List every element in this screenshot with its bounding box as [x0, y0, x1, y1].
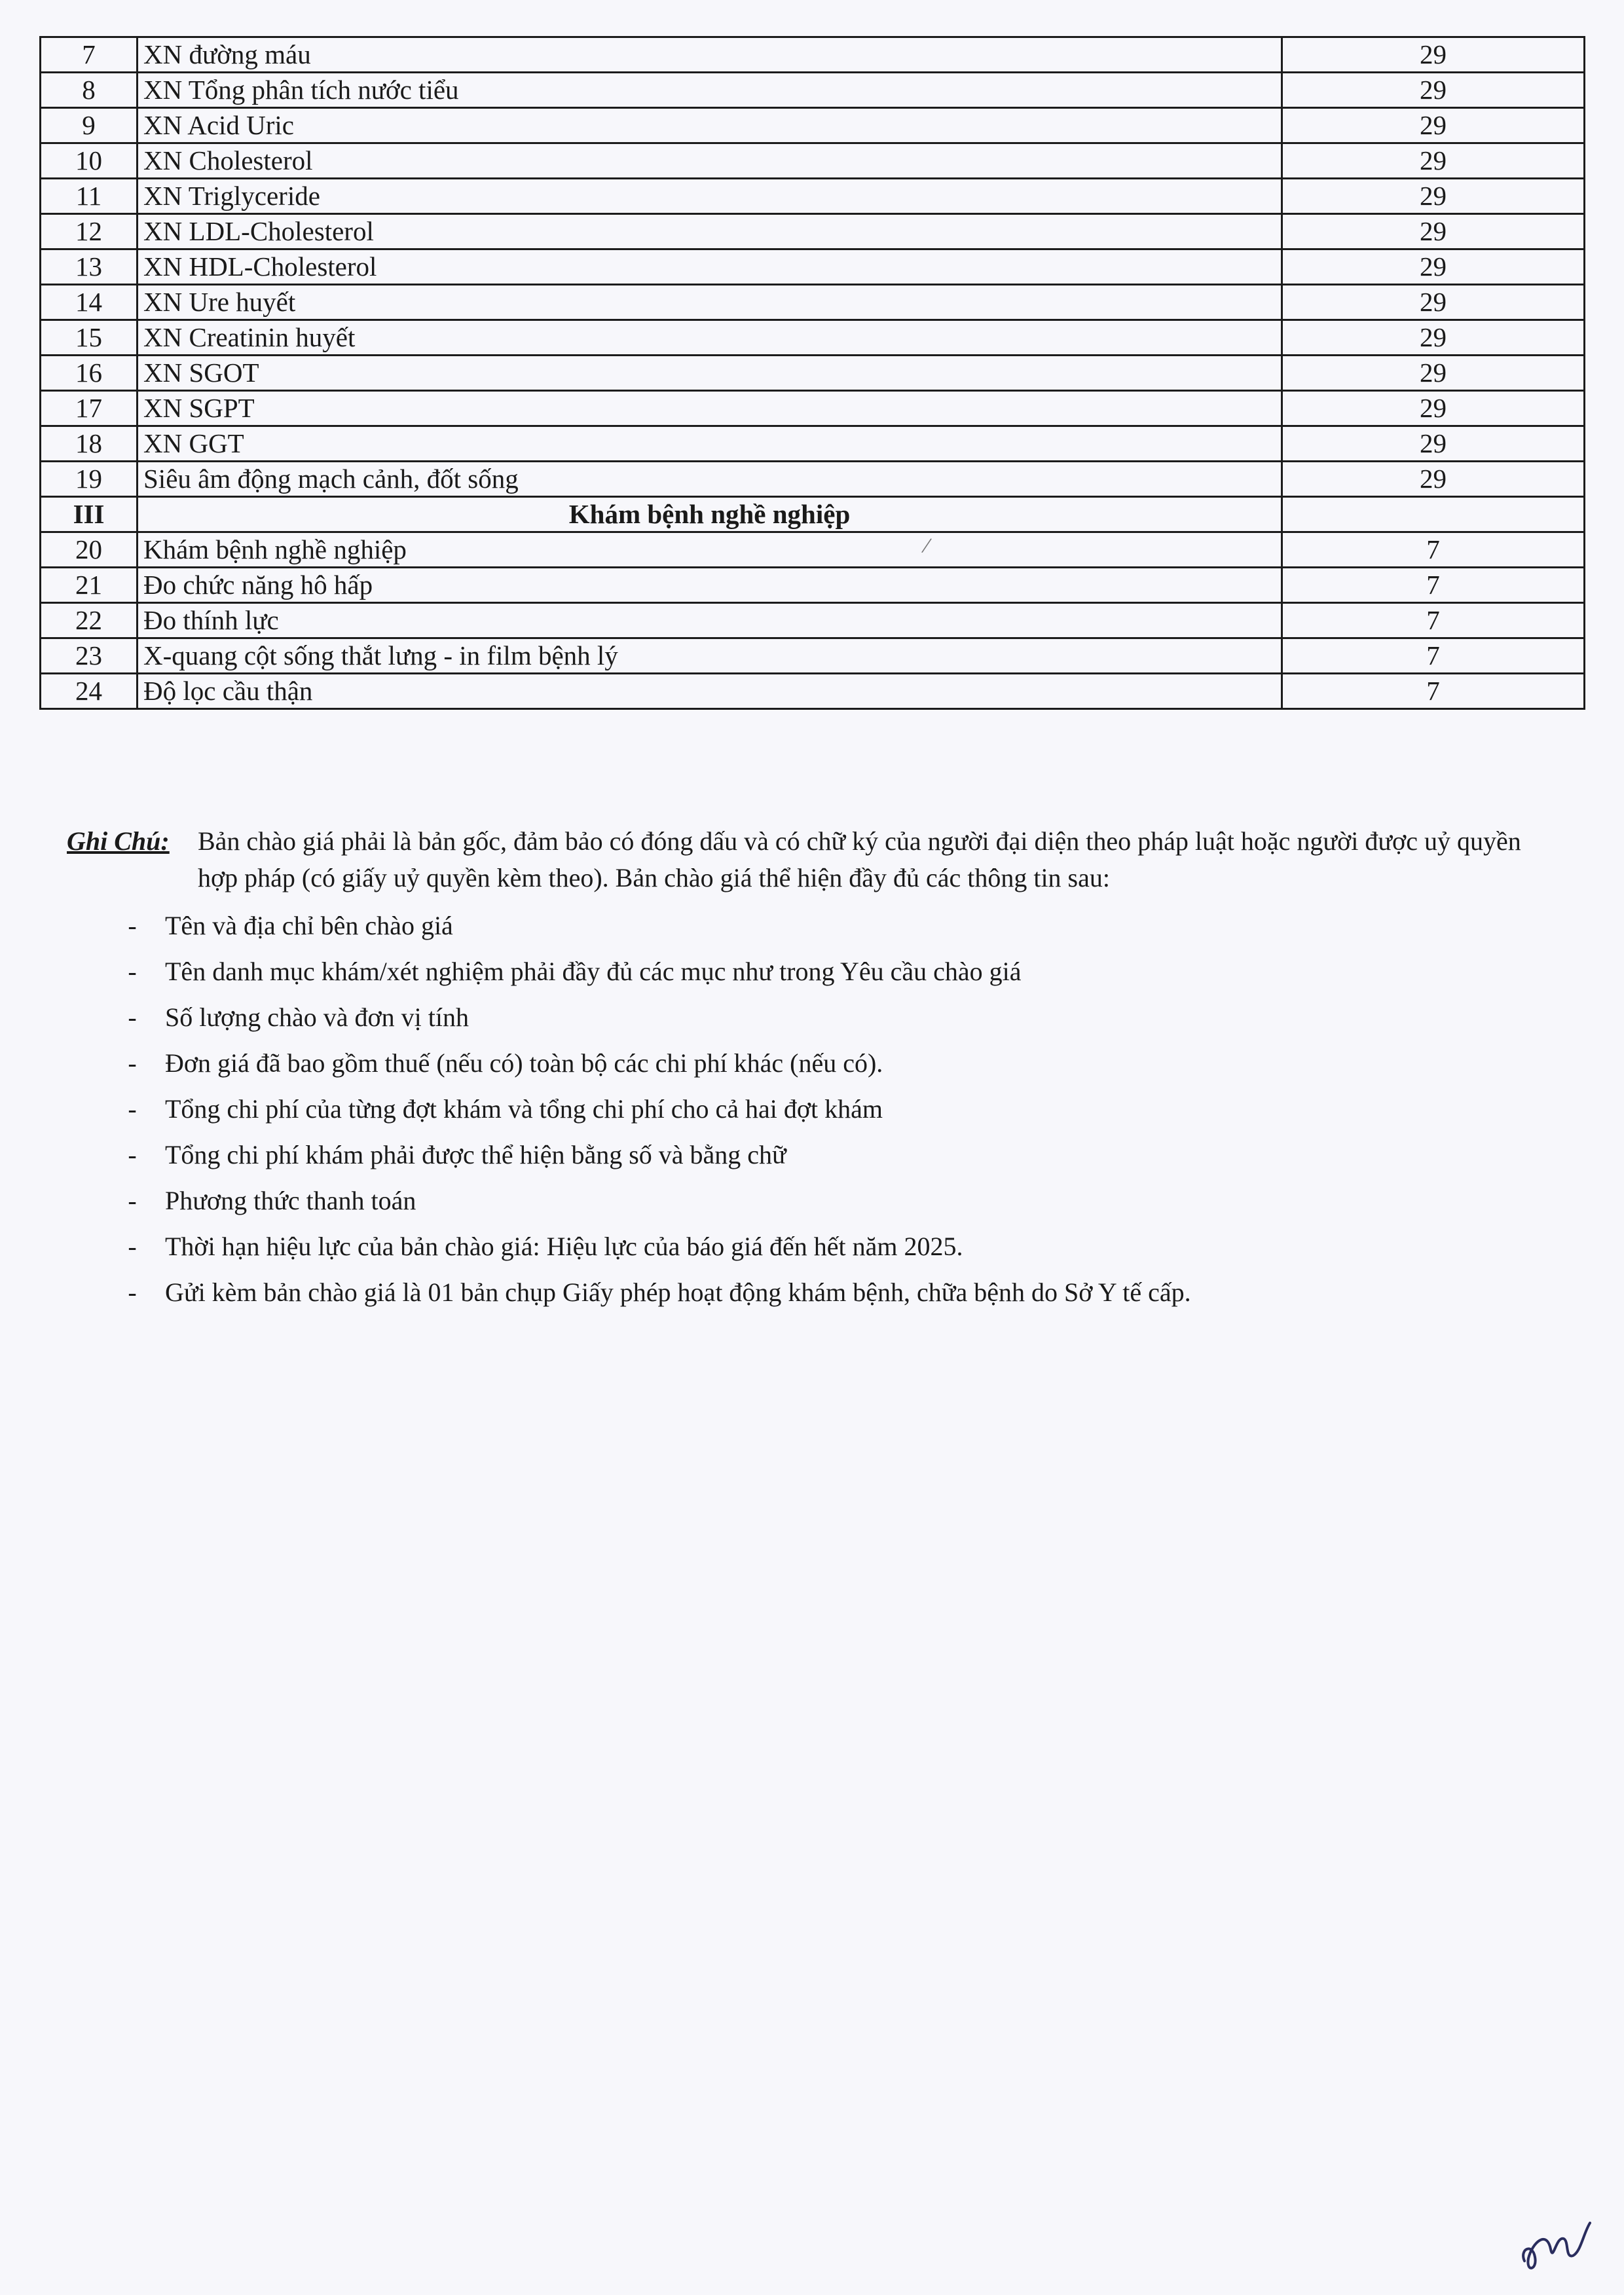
- table-row: [41, 426, 1585, 462]
- list-item: [67, 1086, 1566, 1132]
- list-item: [67, 1178, 1566, 1224]
- list-item-text: Số lượng chào và đơn vị tính: [165, 1002, 469, 1032]
- list-item: [67, 995, 1566, 1040]
- section-title: Khám bệnh nghề nghiệp: [138, 497, 1282, 532]
- service-name: Đo chức năng hô hấp: [138, 568, 1282, 603]
- row-number: 20: [41, 532, 138, 568]
- row-number: 23: [41, 638, 138, 674]
- service-name: Siêu âm động mạch cảnh, đốt sống: [138, 462, 1282, 497]
- row-number: 24: [41, 674, 138, 709]
- bullet-dash: -: [128, 1232, 137, 1261]
- quantity: 7: [1282, 603, 1585, 638]
- list-item-text: Phương thức thanh toán: [165, 1186, 416, 1215]
- row-number: 18: [41, 426, 138, 462]
- section-number: III: [41, 497, 138, 532]
- table-row: [41, 143, 1585, 179]
- quantity: 7: [1282, 532, 1585, 568]
- row-number: 17: [41, 391, 138, 426]
- service-name: XN Triglyceride: [138, 179, 1282, 214]
- row-number: 19: [41, 462, 138, 497]
- row-number: 9: [41, 108, 138, 143]
- list-item: [67, 1132, 1566, 1178]
- table-row: [41, 356, 1585, 391]
- section-empty-cell: [1282, 497, 1585, 532]
- table-row: [41, 320, 1585, 356]
- list-item-text: Gửi kèm bản chào giá là 01 bản chụp Giấy phép hoạt động khám bệnh, chữa bệnh do Sở Y tế cấp.: [165, 1277, 1191, 1307]
- list-item: [67, 949, 1566, 995]
- row-number: 14: [41, 285, 138, 320]
- list-item: [67, 1040, 1566, 1086]
- list-item-text: Đơn giá đã bao gồm thuế (nếu có) toàn bộ các chi phí khác (nếu có).: [165, 1048, 883, 1078]
- service-name: XN Cholesterol: [138, 143, 1282, 179]
- quantity: 29: [1282, 143, 1585, 179]
- quantity: 29: [1282, 462, 1585, 497]
- service-name: XN SGPT: [138, 391, 1282, 426]
- service-name: Khám bệnh nghề nghiệp: [138, 532, 1282, 568]
- bullet-dash: -: [128, 1140, 137, 1169]
- row-number: 10: [41, 143, 138, 179]
- row-number: 11: [41, 179, 138, 214]
- row-number: 8: [41, 73, 138, 108]
- service-name: XN Creatinin huyết: [138, 320, 1282, 356]
- table-row: [41, 391, 1585, 426]
- table-row: [41, 214, 1585, 249]
- service-name: XN Tổng phân tích nước tiểu: [138, 73, 1282, 108]
- quantity: 29: [1282, 285, 1585, 320]
- quantity: 29: [1282, 214, 1585, 249]
- bullet-dash: -: [128, 1002, 137, 1032]
- service-name: XN HDL-Cholesterol: [138, 249, 1282, 285]
- service-name: XN SGOT: [138, 356, 1282, 391]
- table-row: [41, 179, 1585, 214]
- bullet-dash: -: [128, 1094, 137, 1124]
- quantity: 29: [1282, 426, 1585, 462]
- list-item-text: Tên danh mục khám/xét nghiệm phải đầy đủ các mục như trong Yêu cầu chào giá: [165, 957, 1022, 986]
- quantity: 29: [1282, 179, 1585, 214]
- quantity: 7: [1282, 638, 1585, 674]
- service-name: X-quang cột sống thắt lưng - in film bệnh lý: [138, 638, 1282, 674]
- note-section: [67, 823, 1566, 1315]
- row-number: 16: [41, 356, 138, 391]
- table-row: [41, 249, 1585, 285]
- pen-mark: /: [919, 532, 934, 559]
- service-name: XN đường máu: [138, 37, 1282, 73]
- table-row: [41, 674, 1585, 709]
- service-name: XN Acid Uric: [138, 108, 1282, 143]
- table-row: [41, 532, 1585, 568]
- note-label: Ghi Chú:: [67, 826, 170, 856]
- row-number: 21: [41, 568, 138, 603]
- quantity: 29: [1282, 249, 1585, 285]
- service-name: Độ lọc cầu thận: [138, 674, 1282, 709]
- row-number: 13: [41, 249, 138, 285]
- list-item-text: Thời hạn hiệu lực của bản chào giá: Hiệu lực của báo giá đến hết năm 2025.: [165, 1232, 963, 1261]
- note-text: Bản chào giá phải là bản gốc, đảm bảo có đóng dấu và có chữ ký của người đại diện theo pháp luật hoặc người được uỷ quyền hợp pháp (có giấy uỷ quyền kèm theo). Bản chào giá thể hiện đầy đủ các thông tin sau:: [198, 826, 1521, 892]
- row-number: 12: [41, 214, 138, 249]
- list-item-text: Tổng chi phí khám phải được thể hiện bằng số và bằng chữ: [165, 1140, 786, 1169]
- bullet-dash: -: [128, 957, 137, 986]
- bullet-dash: -: [128, 1277, 137, 1307]
- section-header-row: [41, 497, 1585, 532]
- service-table: [39, 36, 1585, 710]
- quantity: 29: [1282, 37, 1585, 73]
- table-row: [41, 73, 1585, 108]
- list-item: [67, 1224, 1566, 1270]
- list-item-text: Tên và địa chỉ bên chào giá: [165, 911, 453, 940]
- table-row: [41, 638, 1585, 674]
- list-item: [67, 1270, 1566, 1315]
- quantity: 29: [1282, 320, 1585, 356]
- row-number: 7: [41, 37, 138, 73]
- table-row: [41, 568, 1585, 603]
- table-row: [41, 462, 1585, 497]
- table-row: [41, 603, 1585, 638]
- quantity: 29: [1282, 108, 1585, 143]
- row-number: 15: [41, 320, 138, 356]
- service-name: Đo thính lực: [138, 603, 1282, 638]
- quantity: 7: [1282, 674, 1585, 709]
- table-row: [41, 37, 1585, 73]
- table-row: [41, 285, 1585, 320]
- initials-signature: [1513, 2210, 1598, 2282]
- row-number: 22: [41, 603, 138, 638]
- note-header: [67, 823, 1566, 896]
- quantity: 29: [1282, 73, 1585, 108]
- list-item-text: Tổng chi phí của từng đợt khám và tổng chi phí cho cả hai đợt khám: [165, 1094, 883, 1124]
- bullet-dash: -: [128, 1186, 137, 1215]
- quantity: 7: [1282, 568, 1585, 603]
- quantity: 29: [1282, 356, 1585, 391]
- list-item: [67, 903, 1566, 949]
- note-list: [67, 903, 1566, 1315]
- service-name: XN Ure huyết: [138, 285, 1282, 320]
- bullet-dash: -: [128, 1048, 137, 1078]
- service-name: XN GGT: [138, 426, 1282, 462]
- bullet-dash: -: [128, 911, 137, 940]
- quantity: 29: [1282, 391, 1585, 426]
- service-name: XN LDL-Cholesterol: [138, 214, 1282, 249]
- table-row: [41, 108, 1585, 143]
